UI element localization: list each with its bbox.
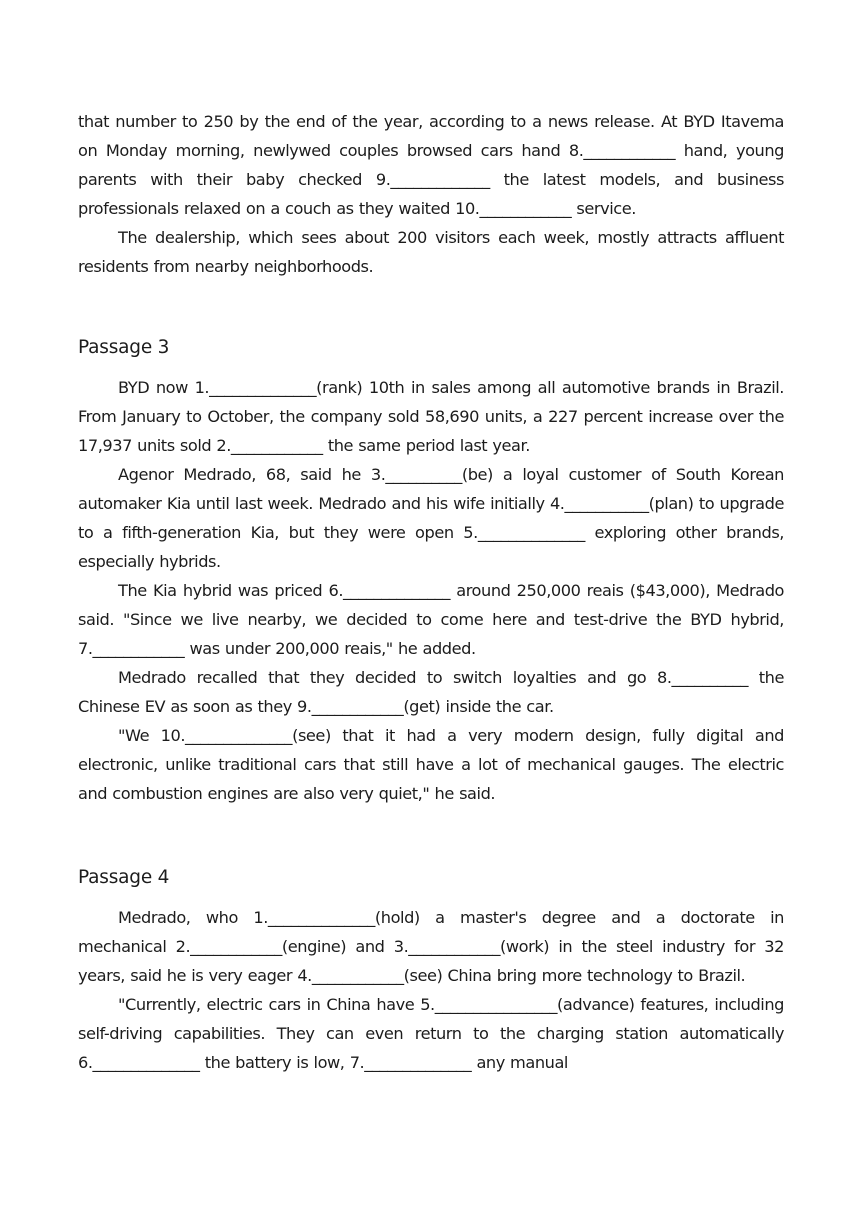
passage3-heading: Passage 3	[78, 337, 170, 358]
passage3-paragraph-2: Agenor Medrado, 68, said he 3.__________(be) a loyal customer of South Korean automaker Kia until last week. Medrado and his wife initially 4.___________(plan) to upgrade to a fifth-generation Kia, but they were open 5.______________ exploring other brands, especially hybrids.	[78, 465, 784, 571]
passage2-paragraph: The dealership, which sees about 200 visitors each week, mostly attracts affluent residents from nearby neighborhoods.	[78, 228, 784, 276]
passage4-paragraph-1: Medrado, who 1.______________(hold) a master's degree and a doctorate in mechanical 2.____________(engine) and 3.____________(work) in the steel industry for 32 years, said he is very eager 4.____________(see) China bring more technology to Brazil.	[78, 908, 784, 985]
passage4-heading: Passage 4	[78, 867, 170, 888]
passage2-paragraph-continued: that number to 250 by the end of the year, according to a news release. At BYD Itavema on Monday morning, newlywed couples browsed cars hand 8.____________ hand, young parents with their baby checked 9._____________ the latest models, and business professionals relaxed on a couch as they waited 10.____________ service.	[78, 112, 784, 218]
passage3-paragraph-1: BYD now 1.______________(rank) 10th in sales among all automotive brands in Brazil. From January to October, the company sold 58,690 units, a 227 percent increase over the 17,937 units sold 2.____________ the same period last year.	[78, 378, 784, 455]
passage3-paragraph-4: Medrado recalled that they decided to switch loyalties and go 8.__________ the Chinese EV as soon as they 9.____________(get) inside the car.	[78, 668, 784, 716]
passage4-paragraph-2: "Currently, electric cars in China have 5.________________(advance) features, including self-driving capabilities. They can even return to the charging station automatically 6.______________ the battery is low, 7.______________ any manual	[78, 995, 784, 1072]
passage3-paragraph-5: "We 10.______________(see) that it had a very modern design, fully digital and electronic, unlike traditional cars that still have a lot of mechanical gauges. The electric and combustion engines are also very quiet," he said.	[78, 726, 784, 803]
passage3-paragraph-3: The Kia hybrid was priced 6.______________ around 250,000 reais ($43,000), Medrado said. "Since we live nearby, we decided to come here and test-drive the BYD hybrid, 7.____________ was under 200,000 reais," he added.	[78, 581, 784, 658]
document-page	[78, 107, 784, 1077]
